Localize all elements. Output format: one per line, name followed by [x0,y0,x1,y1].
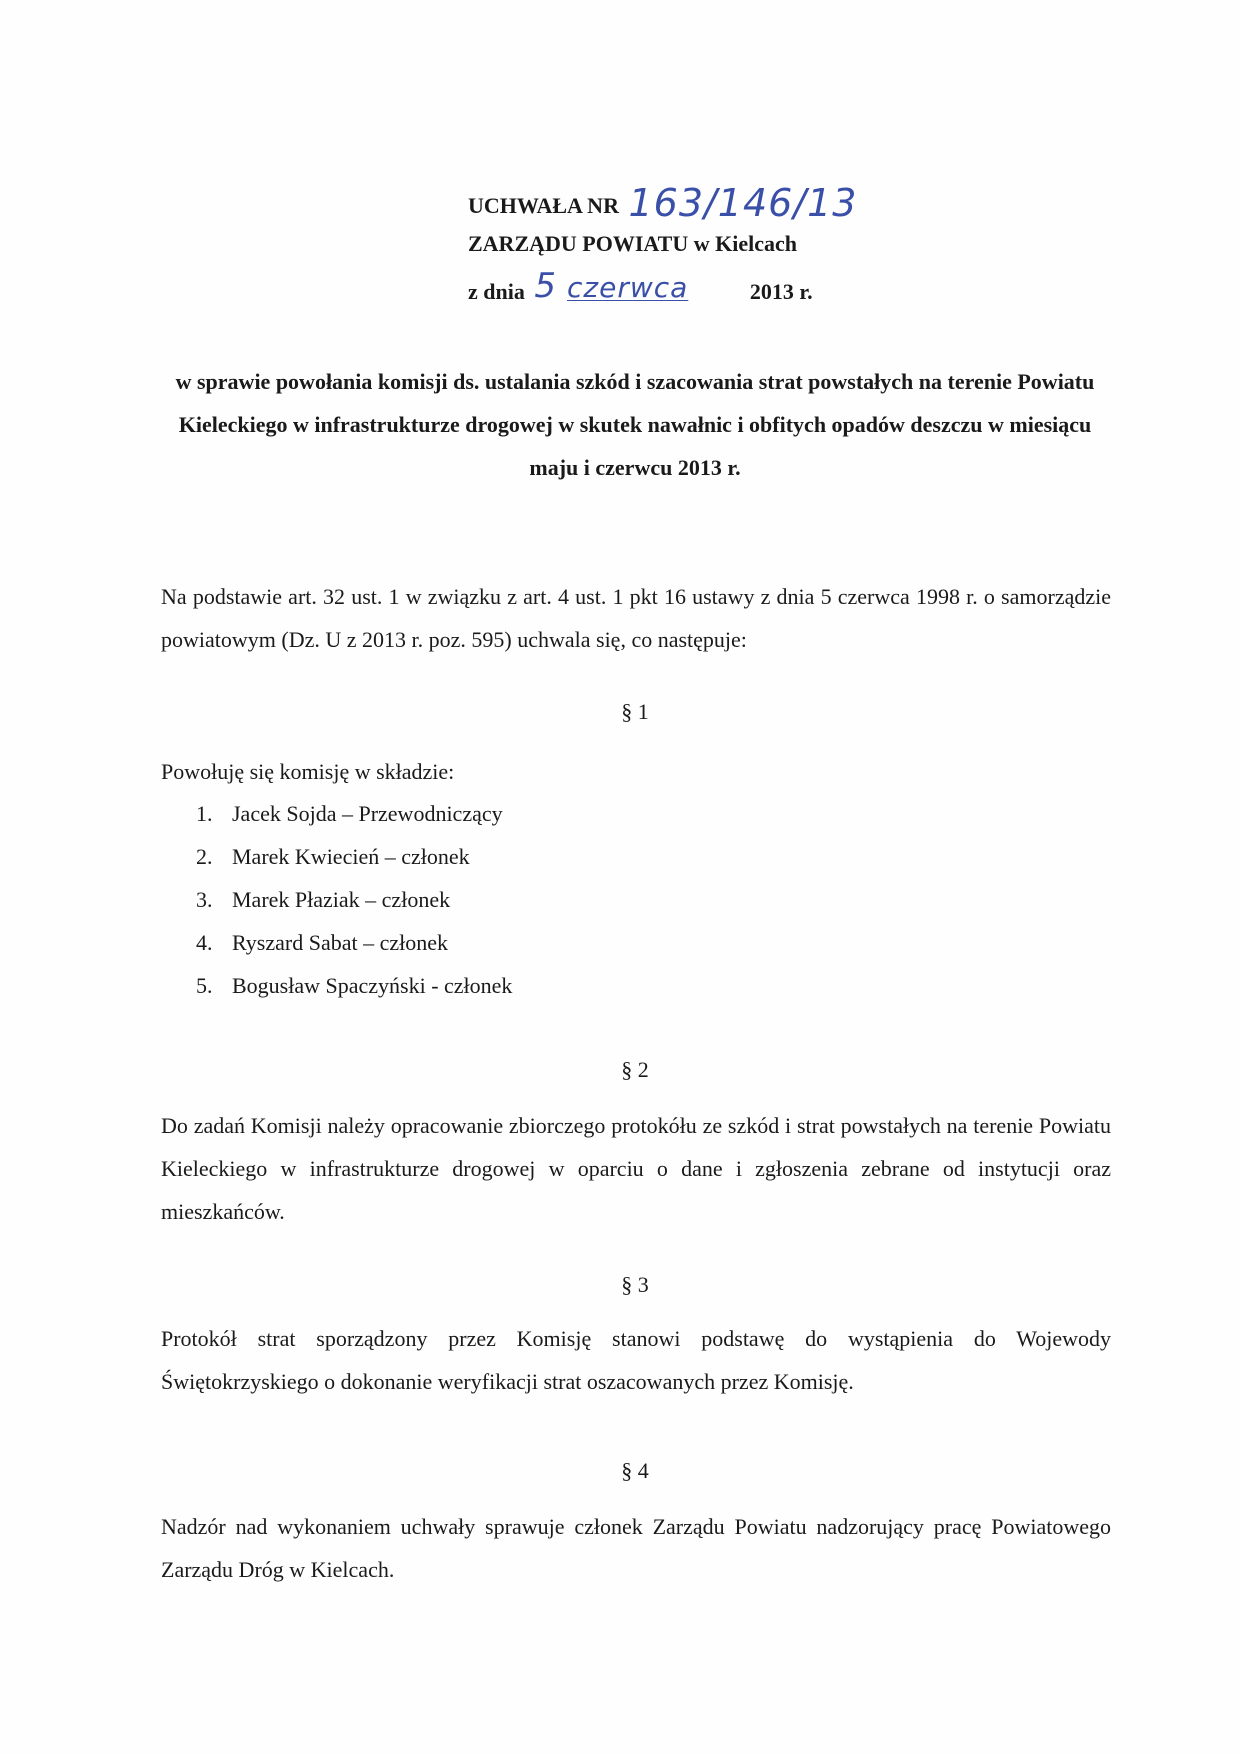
commission-members-list [196,792,512,1007]
list-item [196,792,512,835]
section-2-text: Do zadań Komisji należy opracowanie zbiorczego protokółu ze szkód i strat powstałych na terenie Powiatu Kieleckiego w infrastrukturze drogowej w oparciu o dane i zgłoszenia zebrane od instytucji oraz mieszkańców. [161,1113,1111,1224]
list-item-text: Bogusław Spaczyński - członek [232,973,513,998]
section-1-lead: Powołuję się komisję w składzie: [161,759,455,784]
section-1-sign: § 1 [621,699,649,724]
list-item-text: Ryszard Sabat – członek [232,930,448,955]
list-item-text: Marek Płaziak – członek [232,887,451,912]
list-item-number: 5. [196,973,213,998]
section-3-sign: § 3 [621,1272,649,1297]
list-item [196,878,512,921]
handwritten-date [534,264,744,310]
issuing-board: ZARZĄDU POWIATU w Kielcach [468,231,797,256]
resolution-date [468,266,988,310]
list-item [196,964,512,1007]
legal-basis: Na podstawie art. 32 ust. 1 w związku z art. 4 ust. 1 pkt 16 ustawy z dnia 5 czerwca 1998 r. o samorządzie powiatowym (Dz. U z 2013 r. poz. 595) uchwala się, co następuje: [161,584,1111,652]
handwritten-date-month: czerwca [567,271,689,304]
list-item-text: Jacek Sojda – Przewodniczący [232,801,503,826]
date-year: 2013 r. [749,279,813,304]
date-prefix: z dnia [468,279,525,304]
section-4-sign: § 4 [621,1458,649,1483]
section-3-text: Protokół strat sporządzony przez Komisję stanowi podstawę do wystąpienia do Wojewody Świętokrzyskiego o dokonanie weryfikacji strat oszacowanych przez Komisję. [161,1326,1111,1394]
list-item-number: 4. [196,930,213,955]
resolution-title [468,178,988,225]
section-4-text: Nadzór nad wykonaniem uchwały sprawuje członek Zarządu Powiatu nadzorujący pracę Powiatowego Zarządu Dróg w Kielcach. [161,1514,1111,1582]
handwritten-resolution-number: 163/146/13 [628,181,858,225]
list-item [196,921,512,964]
resolution-subject: w sprawie powołania komisji ds. ustalania szkód i szacowania strat powstałych na terenie Powiatu Kieleckiego w infrastrukturze drogowej w skutek nawałnic i obfitych opadów deszczu w miesiącu maju i czerwcu 2013 r. [175,369,1095,480]
list-item [196,835,512,878]
list-item-number: 3. [196,887,213,912]
section-2-sign: § 2 [621,1057,649,1082]
resolution-title-label: UCHWAŁA NR [468,193,619,218]
list-item-number: 1. [196,801,213,826]
list-item-number: 2. [196,844,213,869]
resolution-header [468,178,988,310]
list-item-text: Marek Kwiecień – członek [232,844,470,869]
handwritten-date-day: 5 [534,266,557,306]
